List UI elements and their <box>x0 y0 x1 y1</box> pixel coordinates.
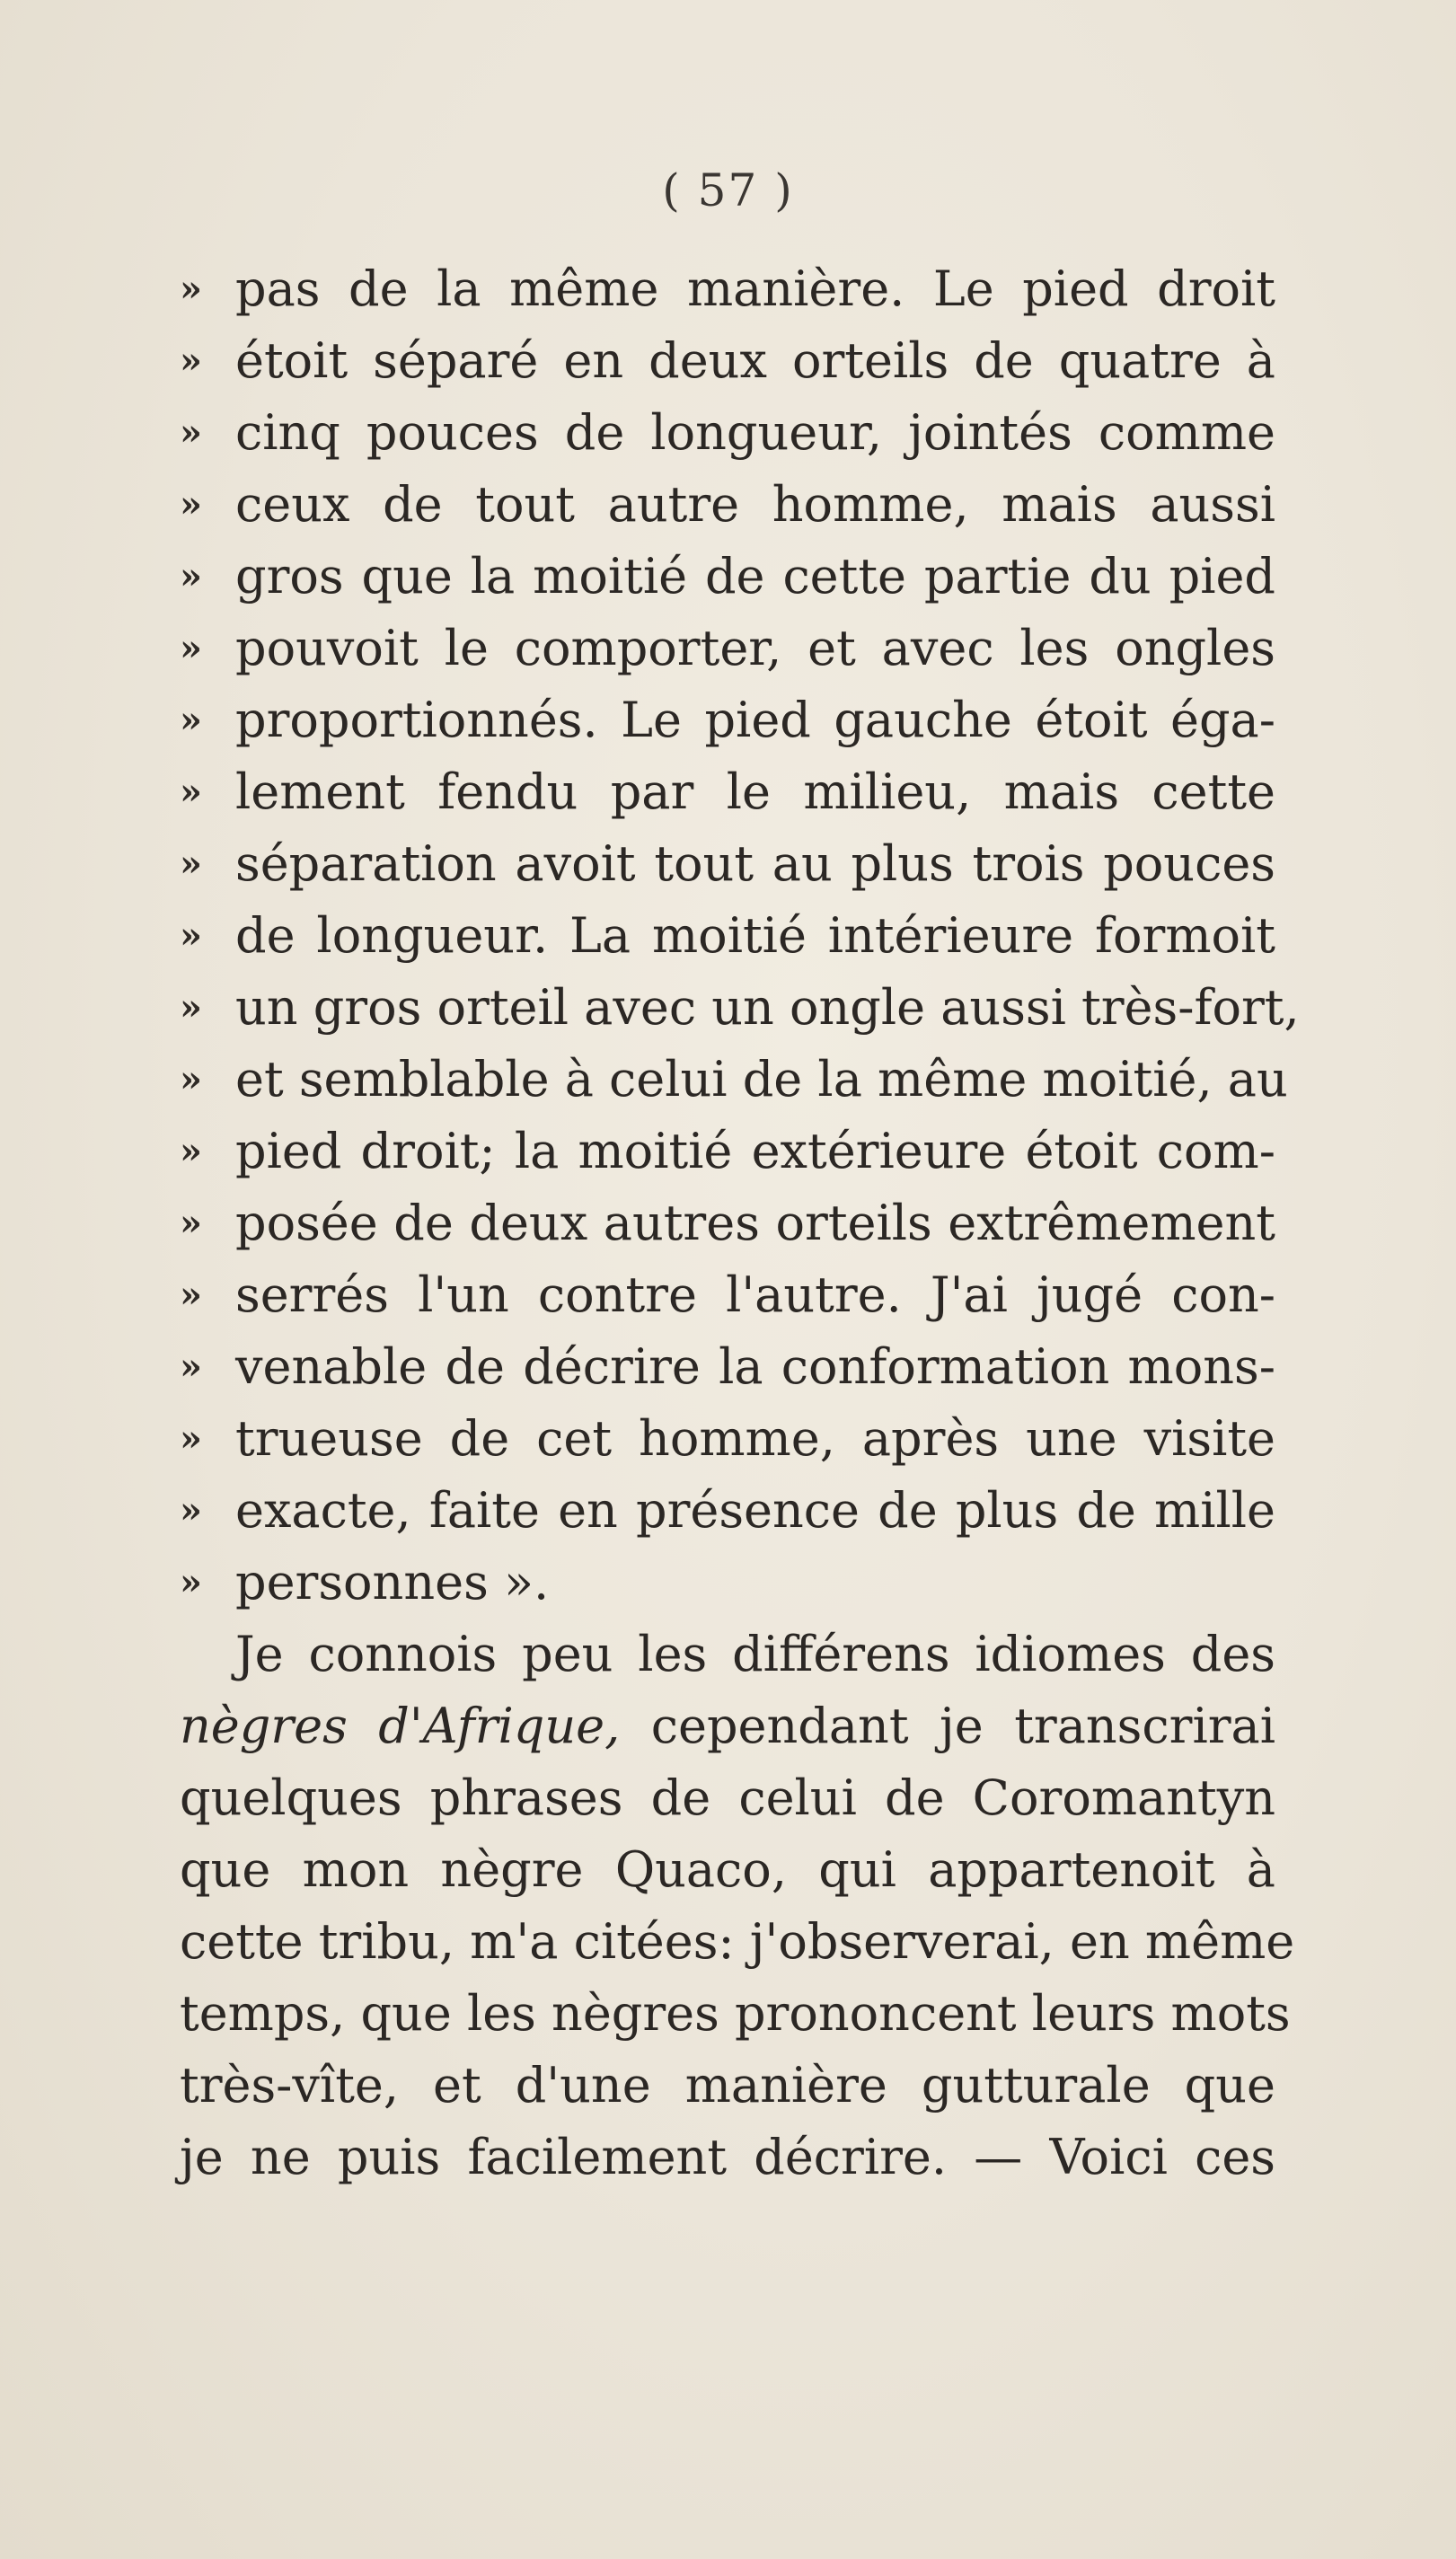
quoted-line-text: et semblable à celui de la même moitié, au <box>235 1051 1288 1107</box>
paragraph-line: très-vîte, et d'une manière gutturale que <box>180 2057 1275 2113</box>
quote-mark: » <box>180 699 202 741</box>
quoted-line-text: gros que la moitié de cette partie du pied <box>235 548 1275 604</box>
quoted-line <box>180 325 1275 397</box>
quoted-line <box>180 469 1275 541</box>
quoted-line <box>180 613 1275 684</box>
quoted-line-text: séparation avoit tout au plus trois pouces <box>235 835 1275 892</box>
quoted-line <box>180 397 1275 469</box>
quote-mark: » <box>180 771 202 813</box>
paragraph-line: temps, que les nègres prononcent leurs mots <box>180 1985 1291 2042</box>
paragraph-line <box>180 1690 1275 1762</box>
quote-mark: » <box>180 555 202 597</box>
quoted-line <box>180 541 1275 613</box>
quoted-line <box>180 1116 1275 1187</box>
paragraph-line: je ne puis facilement décrire. — Voici ces <box>180 2129 1275 2185</box>
paragraph-line: Je connois peu les différens idiomes des <box>235 1626 1275 1682</box>
quoted-line <box>180 1044 1288 1116</box>
quote-mark: » <box>180 843 202 885</box>
quoted-line-text: exacte, faite en présence de plus de mille <box>235 1482 1275 1539</box>
quoted-line-text: un gros orteil avec un ongle aussi très-fort, <box>235 979 1300 1036</box>
quoted-line-text: posée de deux autres orteils extrêmement <box>235 1195 1275 1251</box>
quote-mark: » <box>180 1417 202 1460</box>
quoted-line <box>180 900 1275 972</box>
quoted-line-text: proportionnés. Le pied gauche étoit éga- <box>235 692 1275 748</box>
quoted-line <box>180 756 1275 828</box>
quoted-line-text: cinq pouces de longueur, jointés comme <box>235 404 1275 461</box>
quoted-line <box>180 1331 1275 1403</box>
quote-mark: » <box>180 1561 202 1603</box>
quoted-line <box>180 1187 1275 1259</box>
quote-mark: » <box>180 986 202 1028</box>
paragraph-line: cette tribu, m'a citées: j'observerai, en même <box>180 1913 1295 1970</box>
quote-mark: » <box>180 914 202 957</box>
paragraph-line: que mon nègre Quaco, qui appartenoit à <box>180 1841 1275 1898</box>
quote-mark: » <box>180 340 202 382</box>
quoted-line <box>180 972 1300 1044</box>
quoted-line <box>180 253 1275 325</box>
quoted-line <box>180 1475 1275 1547</box>
quote-mark: » <box>180 1130 202 1172</box>
italic-phrase: nègres d'Afrique, <box>180 1698 621 1754</box>
quoted-line-text: de longueur. La moitié intérieure formoit <box>235 907 1275 964</box>
quoted-line-text: ceux de tout autre homme, mais aussi <box>235 476 1275 533</box>
quoted-line-text: lement fendu par le milieu, mais cette <box>235 763 1275 820</box>
quoted-line <box>180 684 1275 756</box>
quoted-line-text: serrés l'un contre l'autre. J'ai jugé con- <box>235 1266 1275 1323</box>
quote-mark: » <box>180 1274 202 1316</box>
quote-mark: » <box>180 627 202 669</box>
quote-mark: » <box>180 483 202 525</box>
page-number: ( 57 ) <box>662 164 794 216</box>
body-text <box>180 253 1300 2193</box>
quote-mark: » <box>180 1346 202 1388</box>
quote-mark: » <box>180 268 202 310</box>
quoted-line-text: étoit séparé en deux orteils de quatre à <box>235 332 1275 389</box>
paragraph-line: quelques phrases de celui de Coromantyn <box>180 1769 1275 1826</box>
quote-mark: » <box>180 1202 202 1244</box>
quoted-line <box>180 1403 1275 1475</box>
quoted-line-text: trueuse de cet homme, après une visite <box>235 1410 1275 1467</box>
quoted-line-text: pas de la même manière. Le pied droit <box>235 260 1275 317</box>
quoted-line <box>180 828 1275 900</box>
paragraph-text: cependant je transcrirai <box>620 1698 1275 1754</box>
quoted-line-text: venable de décrire la conformation mons- <box>235 1338 1275 1395</box>
quote-mark: » <box>180 411 202 454</box>
quoted-line-text: pied droit; la moitié extérieure étoit com- <box>235 1123 1275 1179</box>
quote-mark: » <box>180 1489 202 1531</box>
quoted-line-text: personnes ». <box>235 1554 550 1610</box>
quoted-line-text: pouvoit le comporter, et avec les ongles <box>235 620 1275 676</box>
quoted-line <box>180 1259 1275 1331</box>
quoted-line <box>180 1547 1275 1619</box>
quote-mark: » <box>180 1058 202 1100</box>
